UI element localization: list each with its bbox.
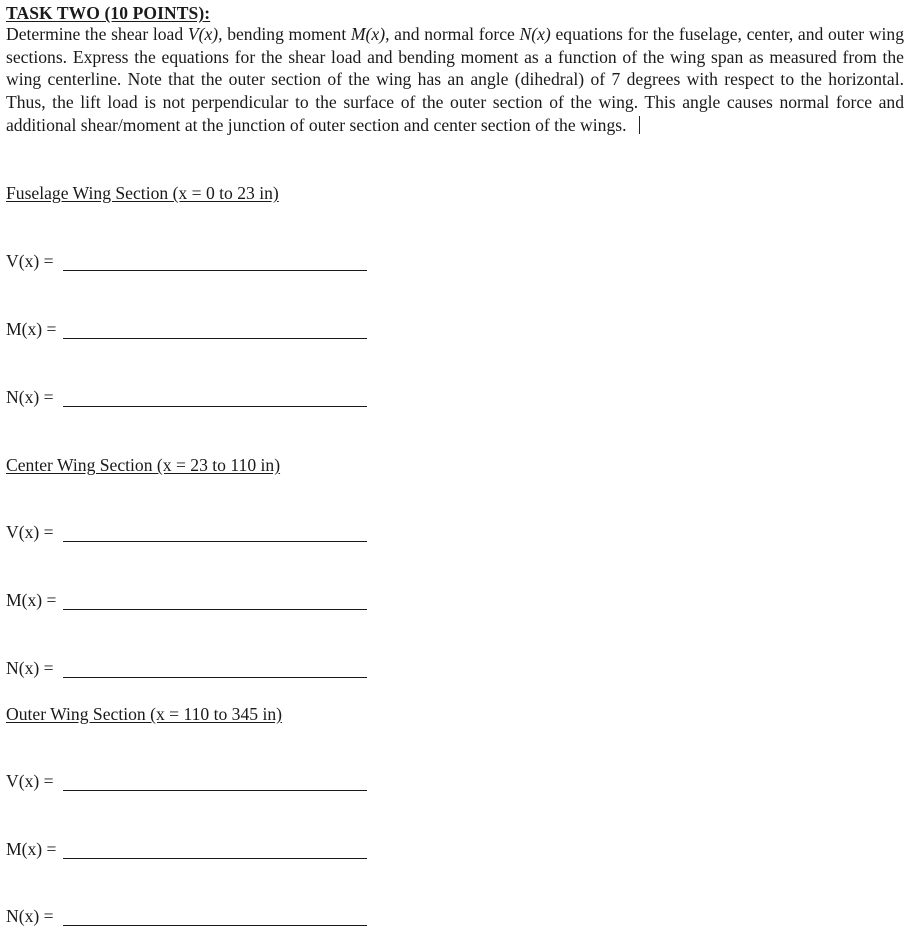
outer-section-heading: Outer Wing Section (x = 110 to 345 in) [6,704,283,724]
equation-label: V(x) = [6,251,54,271]
answer-blank-line[interactable] [63,541,367,542]
fuselage-section-heading: Fuselage Wing Section (x = 0 to 23 in) [6,183,279,203]
equation-label: V(x) = [6,771,54,791]
center-moment-equation[interactable] [6,590,386,614]
fuselage-shear-equation[interactable] [6,251,386,275]
answer-blank-line[interactable] [63,925,367,926]
bending-moment-symbol: M(x), [350,24,390,44]
shear-load-symbol: V(x), [187,24,223,44]
answer-blank-line[interactable] [63,858,367,859]
answer-blank-line[interactable] [63,790,367,791]
equation-label: N(x) = [6,658,54,678]
equation-label: M(x) = [6,319,57,339]
equation-label: V(x) = [6,522,54,542]
answer-blank-line[interactable] [63,609,367,610]
equation-label: N(x) = [6,387,54,407]
outer-moment-equation[interactable] [6,839,386,863]
fuselage-moment-equation[interactable] [6,319,386,343]
task-title: TASK TWO (10 POINTS): [6,3,211,23]
normal-force-symbol: N(x) [519,24,551,44]
equation-label: M(x) = [6,839,57,859]
center-shear-equation[interactable] [6,522,386,546]
answer-blank-line[interactable] [63,338,367,339]
equation-label: N(x) = [6,906,54,926]
intro-text-1: Determine the shear load [6,24,188,44]
task-instructions [6,23,904,137]
fuselage-normal-equation[interactable] [6,387,386,411]
outer-shear-equation[interactable] [6,771,386,795]
equation-label: M(x) = [6,590,57,610]
outer-normal-equation[interactable] [6,906,386,930]
answer-blank-line[interactable] [63,406,367,407]
intro-text-3: and normal force [389,24,520,44]
text-cursor[interactable] [639,116,641,134]
answer-blank-line[interactable] [63,677,367,678]
center-normal-equation[interactable] [6,658,386,682]
answer-blank-line[interactable] [63,270,367,271]
intro-text-4: equations for the fuselage, center, and outer wing sections. Express the equations for the shear load and bending moment as a function of the wing span as measured from the wing centerline. Note that the outer section of the wing has an angle (dihedral) of 7 degrees with respect to the horizontal. Thus, the lift load is not perpendicular to the surface of the outer section of the wing. This angle causes normal force and additional shear/moment at the junction of outer section and center section of the wings. [6,24,905,135]
intro-text-2: bending moment [222,24,351,44]
center-section-heading: Center Wing Section (x = 23 to 110 in) [6,455,281,475]
